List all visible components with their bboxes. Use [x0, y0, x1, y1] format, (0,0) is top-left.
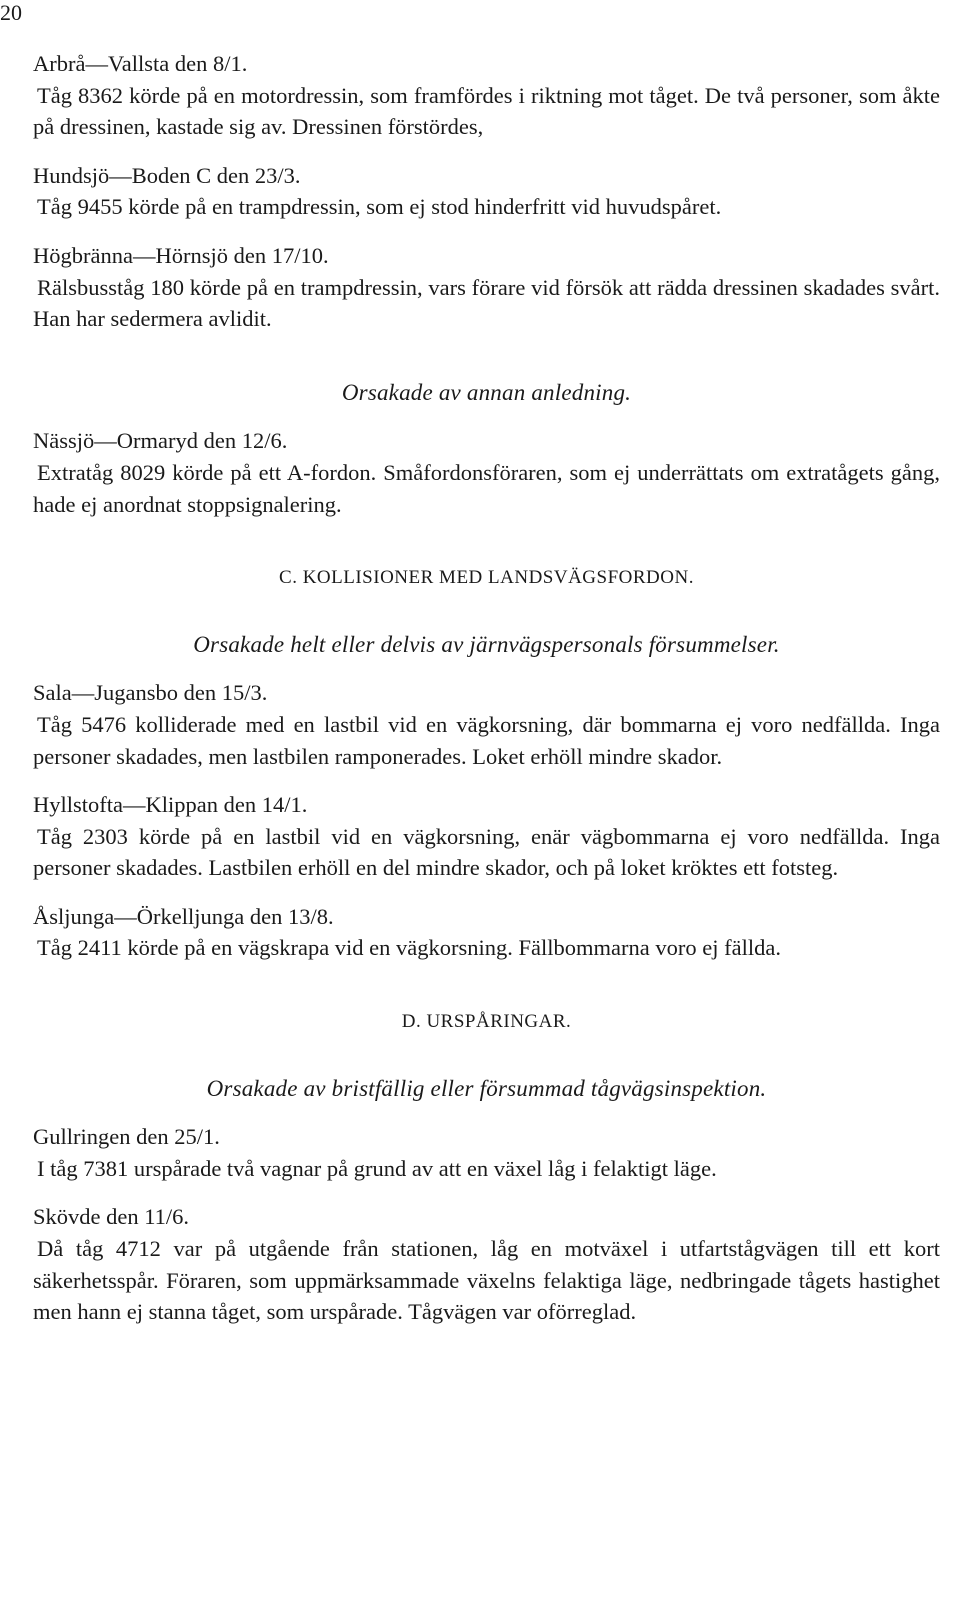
incident-location-date: Högbränna—Hörnsjö den 17/10.	[33, 242, 329, 268]
incident-location-date: Skövde den 11/6.	[33, 1204, 190, 1230]
incident-entry	[33, 240, 940, 335]
incident-entry	[33, 160, 940, 223]
incident-location-date: Hyllstofta—Klippan den 14/1.	[33, 792, 308, 818]
incident-description: Tåg 9455 körde på en trampdressin, som ej stod hinderfritt vid huvudspåret.	[37, 194, 722, 220]
incident-description: I tåg 7381 urspårade två vagnar på grund av att en växel låg i felaktigt läge.	[37, 1155, 717, 1181]
incident-entry	[33, 48, 940, 143]
incident-location-date: Åsljunga—Örkelljunga den 13/8.	[33, 903, 334, 929]
incident-location-date: Sala—Jugansbo den 15/3.	[33, 680, 268, 706]
incident-description: Då tåg 4712 var på utgående från stationen, låg en motväxel i utfartstågvägen till ett kort säkerhetsspår. Föraren, som uppmärksammade växelns felaktiga läge, nedbringade tågets hastighet men hann ej stanna tåget, som urspårade. Tågvägen var oförreglad.	[33, 1236, 940, 1325]
section-heading-d: D. URSPÅRINGAR.	[401, 1011, 572, 1033]
incident-description: Tåg 2411 körde på en vägskrapa vid en vägkorsning. Fällbommarna voro ej fällda.	[37, 935, 781, 961]
page-number: 20	[0, 0, 22, 25]
incident-entry	[33, 1121, 940, 1184]
section-heading-c: C. KOLLISIONER MED LANDSVÄGSFORDON.	[279, 567, 694, 589]
incident-entry	[33, 789, 940, 884]
incident-description: Rälsbusståg 180 körde på en trampdressin, vars förare vid försök att rädda dressinen skadades svårt. Han har sedermera avlidit.	[33, 274, 940, 332]
incident-entry	[33, 1201, 940, 1327]
page-content	[33, 48, 940, 1328]
incident-description: Tåg 2303 körde på en lastbil vid en vägkorsning, enär vägbommarna ej voro nedfällda. Inga personer skadades. Lastbilen erhöll en del mindre skador, och på loket kröktes ett fotsteg.	[33, 823, 940, 881]
incident-location-date: Arbrå—Vallsta den 8/1.	[33, 51, 248, 76]
incident-location-date: Gullringen den 25/1.	[33, 1124, 220, 1150]
incident-location-date: Hundsjö—Boden C den 23/3.	[33, 162, 301, 188]
cause-subheading: Orsakade av bristfällig eller försummad tågvägsinspektion.	[206, 1075, 767, 1101]
cause-subheading: Orsakade helt eller delvis av järnvägspersonals försummelser.	[193, 631, 780, 657]
incident-description: Extratåg 8029 körde på ett A-fordon. Småfordonsföraren, som ej underrättats om extratågets gång, hade ej anordnat stoppsignalering.	[33, 459, 940, 517]
incident-description: Tåg 5476 kolliderade med en lastbil vid en vägkorsning, där bommarna ej voro nedfällda. Inga personer skadades, men lastbilen ramponerades. Loket erhöll mindre skador.	[33, 711, 940, 769]
incident-description: Tåg 8362 körde på en motordressin, som framfördes i riktning mot tåget. De två personer, som åkte på dressinen, kastade sig av. Dressinen förstördes,	[33, 82, 940, 140]
cause-subheading: Orsakade av annan anledning.	[341, 379, 632, 405]
incident-location-date: Nässjö—Ormaryd den 12/6.	[33, 428, 288, 454]
incident-entry	[33, 901, 940, 964]
incident-entry	[33, 425, 940, 520]
incident-entry	[33, 677, 940, 772]
